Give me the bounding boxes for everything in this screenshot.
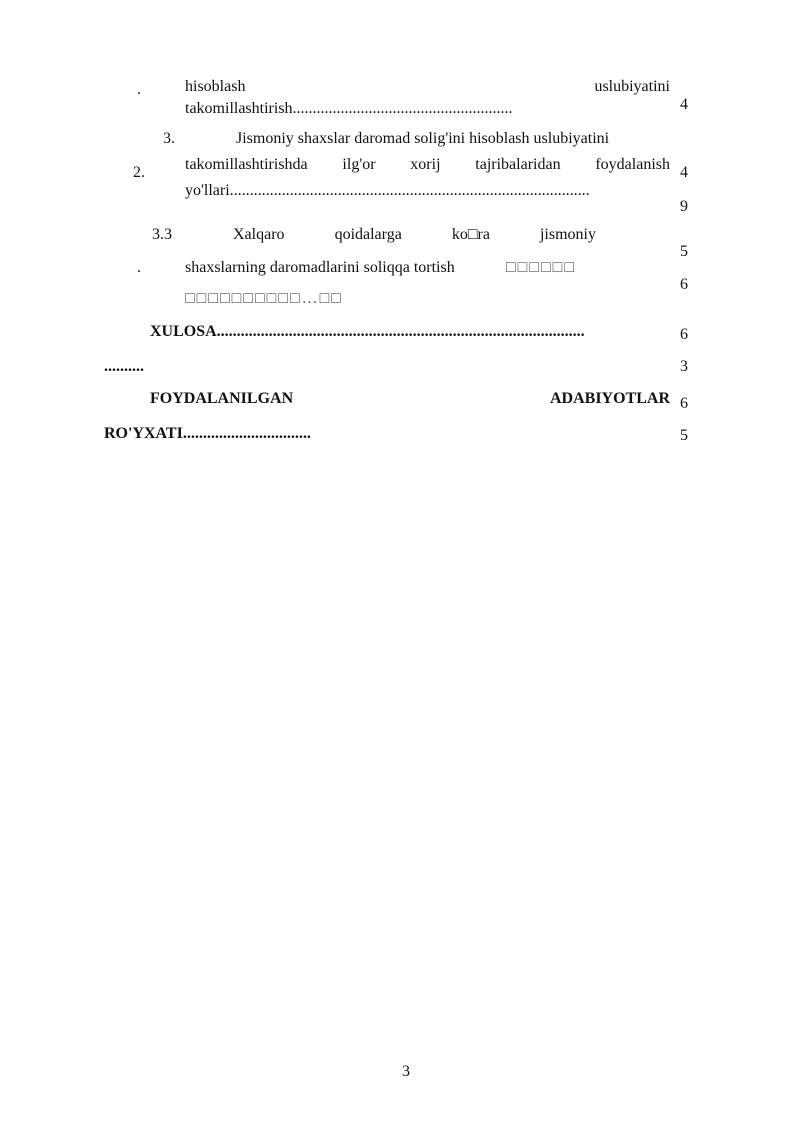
toc-page-number: 3 — [680, 358, 688, 375]
page-number: 3 — [402, 1063, 410, 1080]
toc-page-number: 4 — [680, 164, 688, 181]
toc-page-number: 5 — [680, 427, 688, 444]
toc-entry-text: RO'YXATI................................ — [104, 425, 311, 442]
toc-entry-word: foydalanish — [595, 156, 670, 173]
toc-entry-number: 3. — [163, 130, 175, 147]
toc-entry-text: □□□□□□ — [506, 259, 576, 276]
toc-page-number: 4 — [680, 96, 688, 113]
toc-entry-word: takomillashtirishda — [185, 156, 308, 173]
toc-entry-word: Xalqaro — [233, 226, 285, 243]
toc-entry-text: Jismoniy shaxslar daromad solig'ini hisoblash uslubiyatini — [236, 130, 610, 147]
toc-entry-word: jismoniy — [539, 226, 596, 243]
toc-entry-word: ko□ra — [451, 226, 490, 243]
toc-entry-marker: . — [137, 81, 141, 98]
toc-entry-word: ilg'or — [342, 156, 376, 173]
toc-entry-line — [233, 225, 596, 245]
toc-entry-line — [185, 77, 670, 97]
toc-entry-word: tajribalaridan — [475, 156, 561, 173]
toc-entry-text: uslubiyatini — [594, 78, 670, 95]
toc-entry-text: shaxslarning daromadlarini soliqqa tortish — [185, 259, 455, 276]
toc-page-number: 6 — [680, 276, 688, 293]
toc-entry-references — [150, 389, 670, 409]
toc-entry-number: 2. — [133, 164, 145, 181]
toc-entry-text: .......... — [104, 358, 144, 375]
toc-page-number: 6 — [680, 326, 688, 343]
toc-page-number: 9 — [680, 198, 688, 215]
toc-entry-text: □□□□□□□□□□…□□ — [185, 290, 343, 307]
toc-entry-conclusion: XULOSA............................................................................................ — [150, 323, 585, 340]
toc-page-number: 6 — [680, 395, 688, 412]
toc-entry-word: xorij — [410, 156, 441, 173]
toc-entry-text: yo'llari.......................................................................................... — [185, 182, 590, 199]
toc-page-number: 5 — [680, 243, 688, 260]
toc-entry-line — [185, 155, 670, 175]
toc-entry-text: takomillashtirish....................................................... — [185, 100, 513, 117]
toc-entry-marker: . — [137, 259, 141, 276]
toc-entry-text: hisoblash — [185, 78, 246, 95]
toc-entry-text: FOYDALANILGAN — [150, 390, 294, 407]
toc-entry-word: qoidalarga — [334, 226, 402, 243]
toc-entry-number: 3.3 — [152, 226, 172, 243]
toc-entry-text: ADABIYOTLAR — [549, 390, 670, 407]
